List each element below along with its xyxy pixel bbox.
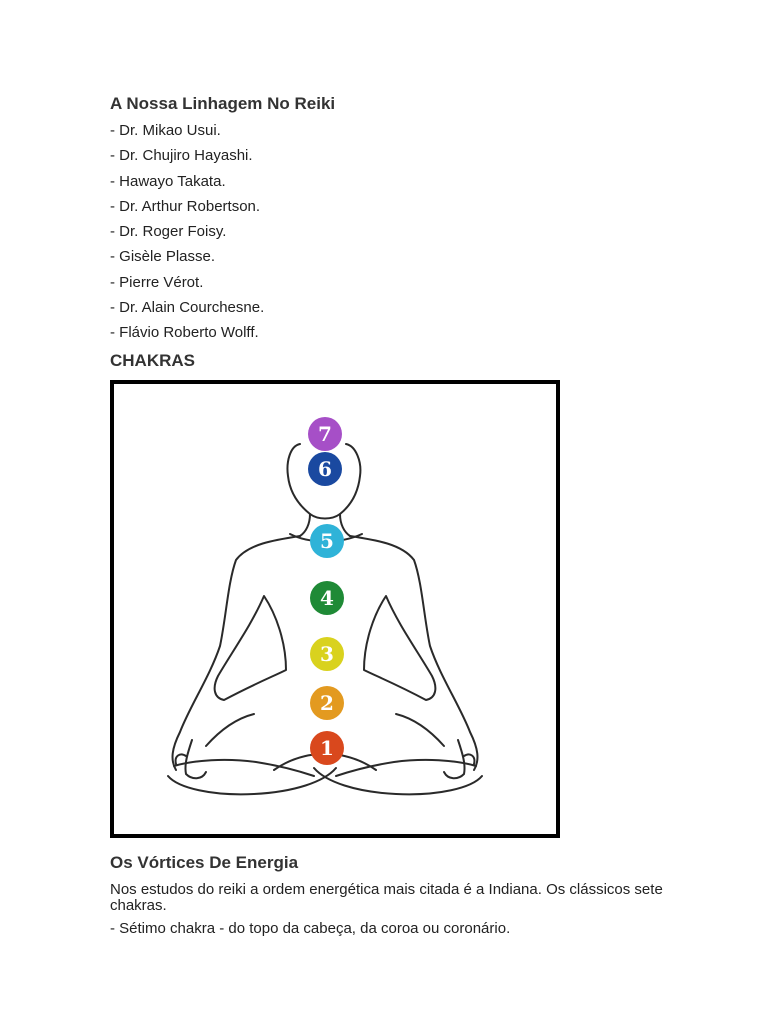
chakra-points — [308, 417, 344, 765]
chakra-2-number: 2 — [320, 690, 334, 715]
chakra-figure — [110, 380, 560, 838]
lineage-item: - Gisèle Plasse. — [110, 248, 216, 266]
lineage-item: - Dr. Arthur Robertson. — [110, 197, 261, 215]
lineage-list — [110, 118, 690, 346]
lineage-item: - Hawayo Takata. — [110, 172, 226, 190]
chakra-4 — [310, 581, 344, 615]
lineage-item: - Pierre Vérot. — [110, 273, 204, 291]
vortices-paragraph: Nos estudos do reiki a ordem energética mais citada é a Indiana. Os clássicos sete chakras. — [110, 880, 663, 914]
lineage-item: - Dr. Chujiro Hayashi. — [110, 147, 253, 165]
chakra-4-number: 4 — [320, 585, 334, 610]
chakra-2 — [310, 686, 344, 720]
chakras-heading: CHAKRAS — [110, 350, 195, 370]
chakra-5-number: 5 — [320, 528, 334, 553]
lineage-heading: A Nossa Linhagem No Reiki — [110, 94, 336, 113]
lineage-item: - Dr. Roger Foisy. — [110, 223, 227, 241]
vortices-item: - Sétimo chakra - do topo da cabeça, da coroa ou coronário. — [110, 919, 511, 937]
lineage-item: - Dr. Alain Courchesne. — [110, 299, 265, 317]
chakra-3-number: 3 — [320, 641, 334, 666]
chakra-1 — [310, 731, 344, 765]
document-body — [110, 92, 690, 938]
meditating-figure-illustration — [114, 384, 556, 834]
lineage-item: - Dr. Mikao Usui. — [110, 122, 221, 139]
chakra-5 — [310, 524, 344, 558]
chakra-7 — [308, 417, 342, 451]
chakra-7-number: 7 — [318, 421, 332, 446]
chakra-6-number: 6 — [318, 456, 332, 481]
chakra-6 — [308, 452, 342, 486]
vortices-heading: Os Vórtices De Energia — [110, 852, 299, 872]
lineage-item: - Flávio Roberto Wolff. — [110, 324, 259, 342]
chakra-1-number: 1 — [320, 735, 334, 760]
chakra-3 — [310, 637, 344, 671]
